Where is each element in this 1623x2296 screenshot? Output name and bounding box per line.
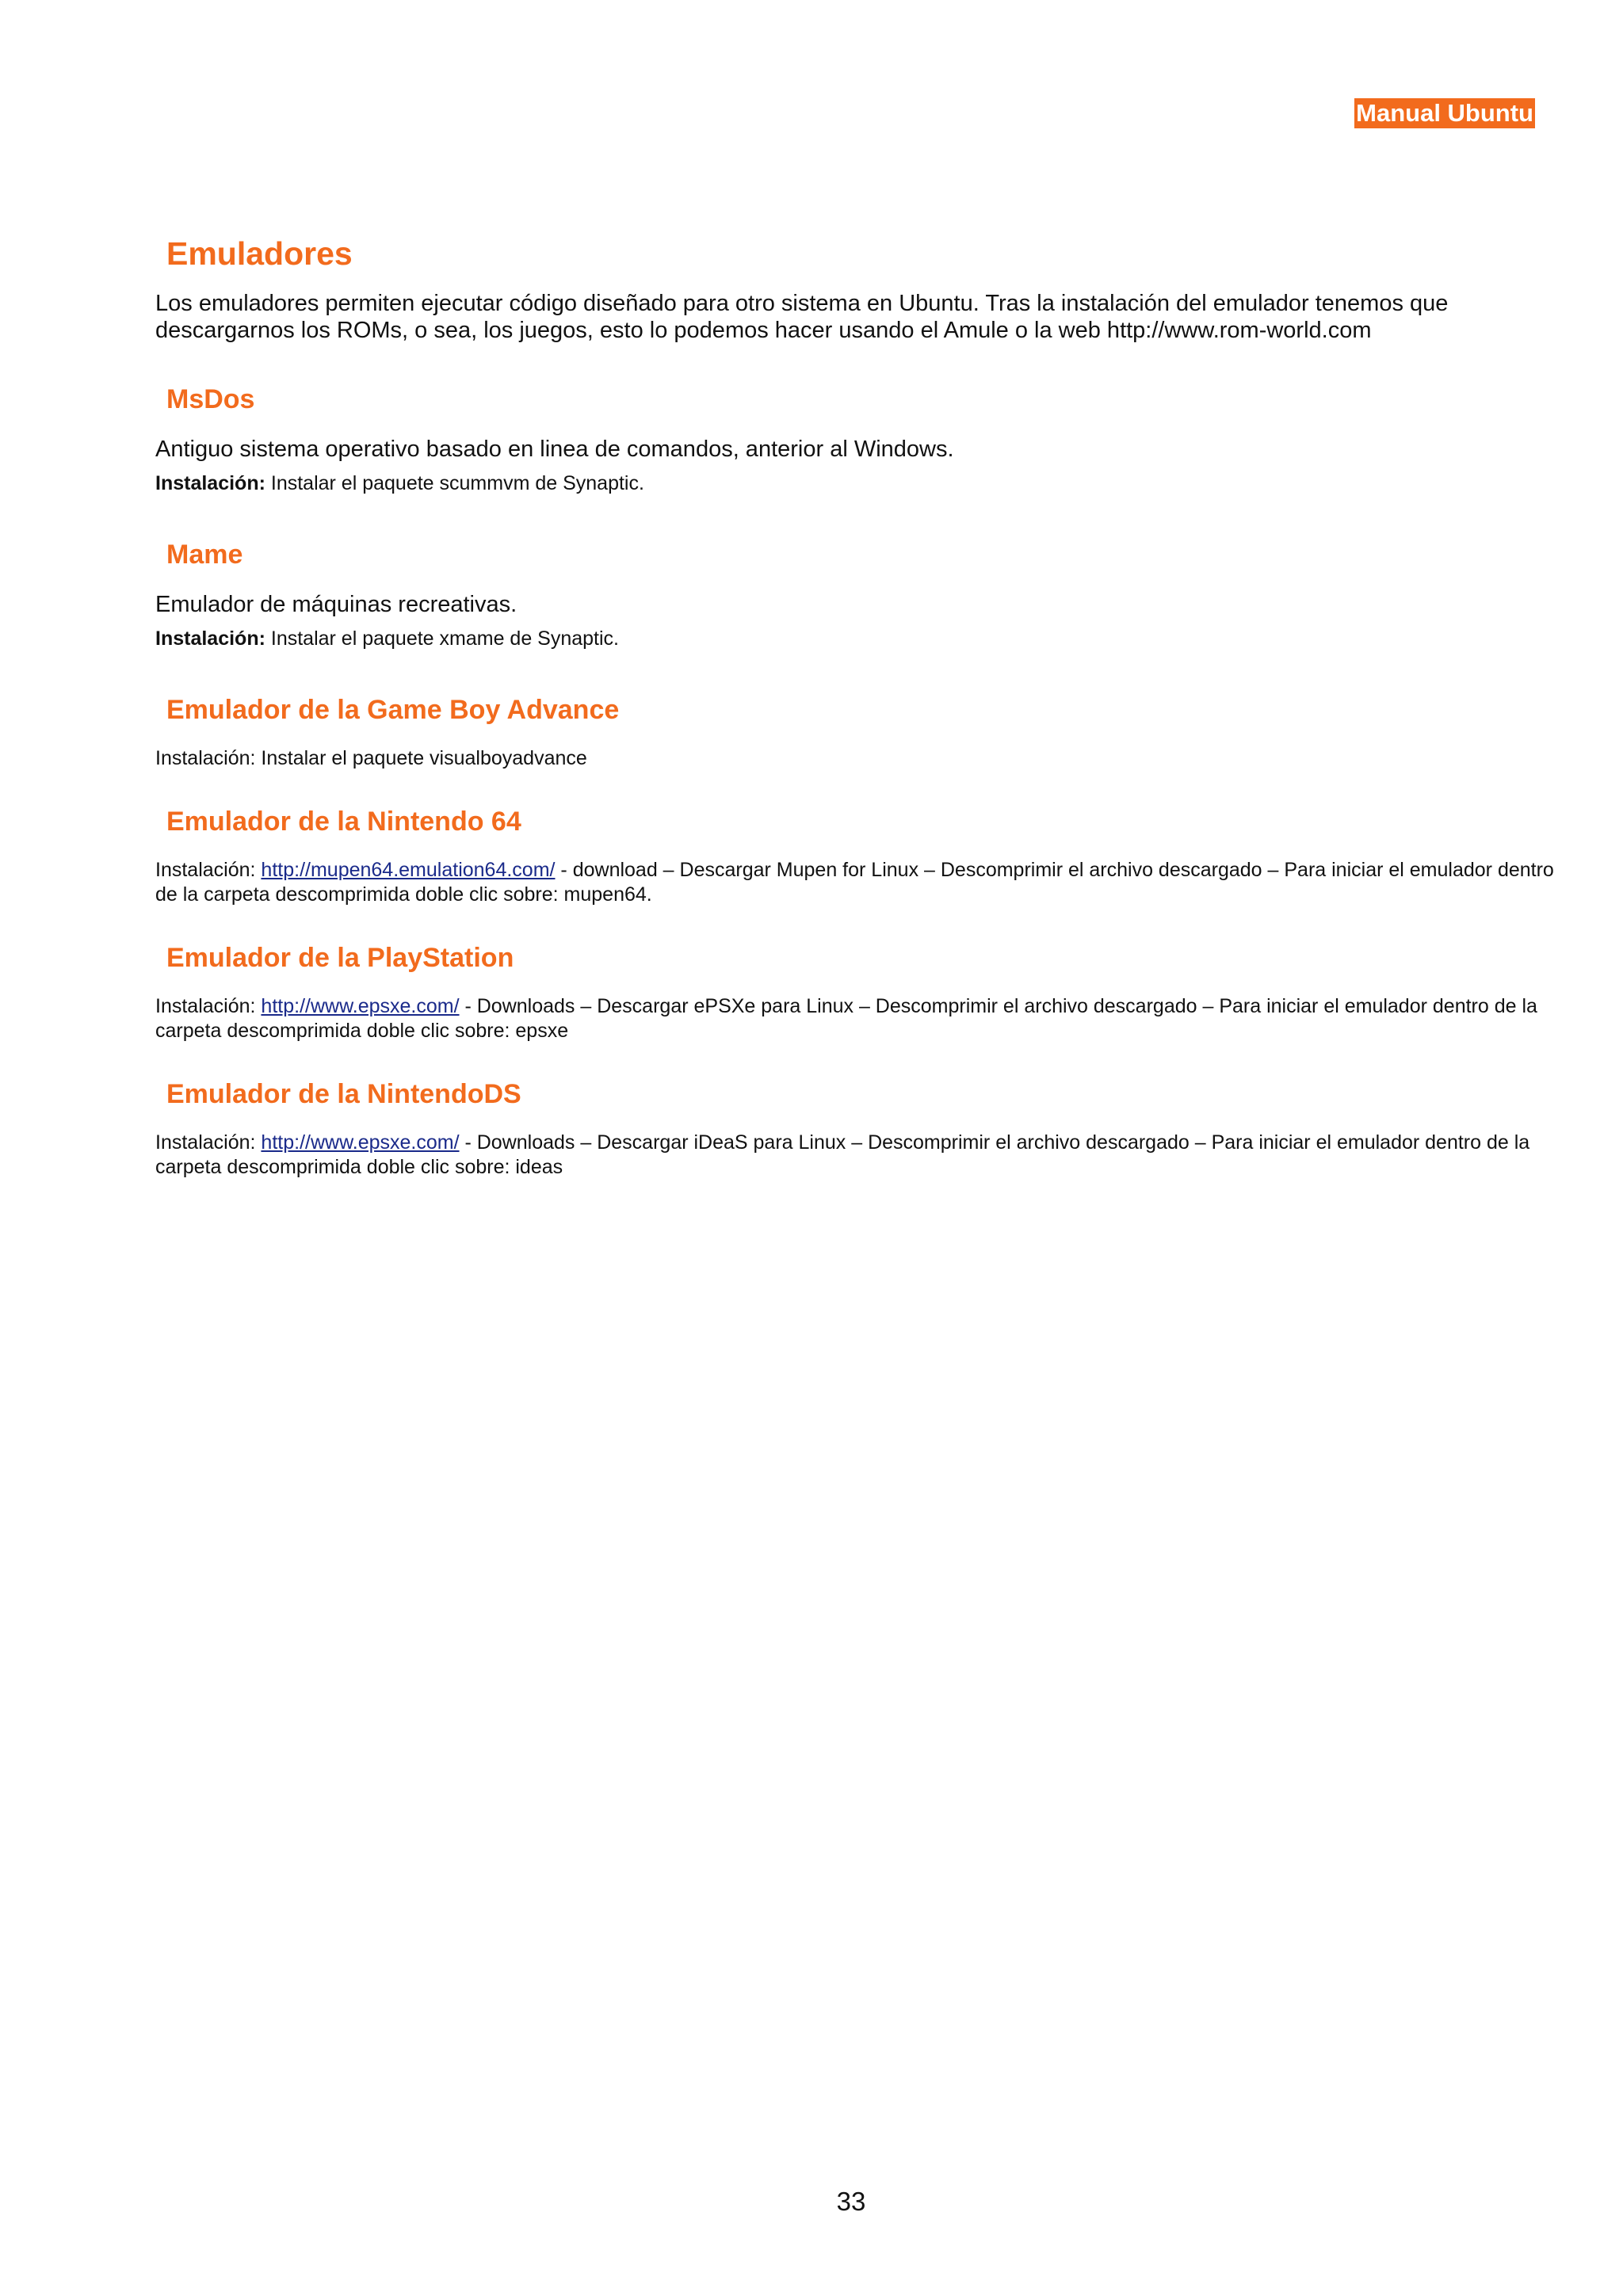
section-install-n64 — [155, 858, 1558, 907]
section-title-n64: Emulador de la Nintendo 64 — [166, 807, 521, 837]
install-label: Instalación: — [155, 627, 265, 650]
header-badge: Manual Ubuntu — [1356, 99, 1533, 127]
section-title-msdos: MsDos — [166, 384, 255, 414]
section-title-gba: Emulador de la Game Boy Advance — [166, 695, 620, 725]
section-install-nintendods — [155, 1131, 1558, 1180]
install-label: Instalación: — [155, 995, 262, 1017]
install-text: - Downloads – Descargar ePSXe para Linux – Descomprimir el archivo descargado – Para iniciar el emulador dentro de la carpeta descomprimida doble clic sobre: epsxe — [155, 995, 1537, 1042]
install-text: - Downloads – Descargar iDeaS para Linux – Descomprimir el archivo descargado – Para iniciar el emulador dentro de la carpeta descomprimida doble clic sobre: ideas — [155, 1131, 1530, 1178]
install-text: - download – Descargar Mupen for Linux – Descomprimir el archivo descargado – Para iniciar el emulador dentro de la carpeta descomprimida doble clic sobre: mupen64. — [155, 859, 1554, 906]
section-title-nintendods: Emulador de la NintendoDS — [166, 1079, 521, 1109]
install-text: Instalar el paquete xmame de Synaptic. — [265, 627, 620, 650]
install-label: Instalación: — [155, 472, 265, 494]
download-link-playstation[interactable]: http://www.epsxe.com/ — [261, 995, 460, 1017]
section-title-playstation: Emulador de la PlayStation — [166, 943, 514, 973]
section-install-gba: Instalación: Instalar el paquete visualboyadvance — [155, 747, 587, 769]
page-content — [155, 230, 1558, 1180]
download-link-nintendods[interactable]: http://www.epsxe.com/ — [261, 1131, 460, 1154]
page-number: 33 — [836, 2187, 866, 2216]
install-text: Instalar el paquete scummvm de Synaptic. — [265, 472, 644, 494]
install-label: Instalación: — [155, 859, 262, 881]
download-link-n64[interactable]: http://mupen64.emulation64.com/ — [261, 859, 556, 881]
page-title: Emuladores — [166, 235, 353, 272]
section-title-mame: Mame — [166, 540, 243, 570]
section-install-playstation — [155, 994, 1558, 1043]
install-label: Instalación: — [155, 1131, 262, 1154]
section-description-mame: Emulador de máquinas recreativas. — [155, 592, 517, 617]
section-install-msdos — [155, 471, 1558, 496]
section-description-msdos: Antiguo sistema operativo basado en linea de comandos, anterior al Windows. — [155, 437, 954, 462]
section-install-mame — [155, 626, 1558, 651]
intro-paragraph: Los emuladores permiten ejecutar código diseñado para otro sistema en Ubuntu. Tras la instalación del emulador tenemos que descargarnos los ROMs, o sea, los juegos, esto lo podemos hacer usando el Amule o la web http://www.rom-world.com — [155, 291, 1449, 343]
